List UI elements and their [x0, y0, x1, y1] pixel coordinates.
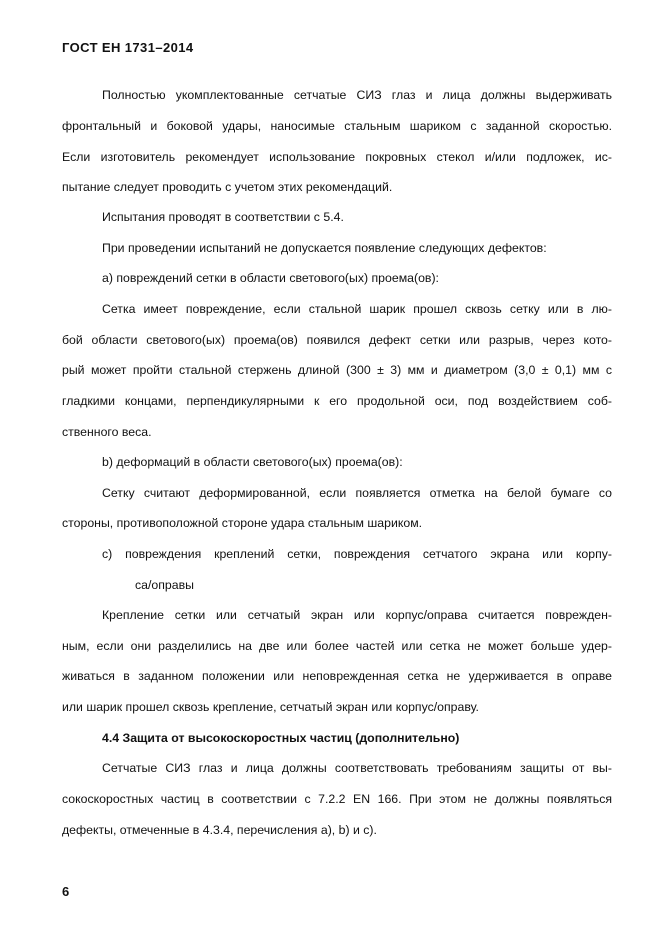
paragraph-line: Сетку считают деформированной, если появляется отметка на белой бумаге со — [102, 486, 612, 500]
list-item-c-continuation: са/оправы — [135, 578, 194, 592]
list-item-c: c) повреждения креплений сетки, повреждения сетчатого экрана или корпу- — [102, 547, 612, 561]
section-heading: 4.4 Защита от высокоскоростных частиц (дополнительно) — [102, 731, 460, 745]
document-header: ГОСТ EH 1731–2014 — [62, 40, 194, 55]
paragraph-line: Испытания проводят в соответствии с 5.4. — [102, 210, 344, 224]
paragraph-line: или шарик прошел сквозь крепление, сетчатый экран или корпус/оправу. — [62, 700, 479, 714]
list-item-a: a) повреждений сетки в области светового(ых) проема(ов): — [102, 271, 439, 285]
paragraph-line: бой области светового(ых) проема(ов) появился дефект сетки или разрыв, через кото- — [62, 333, 612, 347]
paragraph-line: Полностью укомплектованные сетчатые СИЗ глаз и лица должны выдерживать — [102, 88, 612, 102]
paragraph-line: пытание следует проводить с учетом этих рекомендаций. — [62, 180, 393, 194]
paragraph-line: ственного веса. — [62, 425, 152, 439]
paragraph-line: Сетка имеет повреждение, если стальной шарик прошел сквозь сетку или в лю- — [102, 302, 612, 316]
paragraph-line: рый может пройти стальной стержень длиной (300 ± 3) мм и диаметром (3,0 ± 0,1) мм с — [62, 363, 612, 377]
paragraph-line: стороны, противоположной стороне удара стальным шариком. — [62, 516, 423, 530]
list-item-b: b) деформаций в области светового(ых) проема(ов): — [102, 455, 403, 469]
paragraph-line: живаться в заданном положении или неповрежденная сетка не удерживается в оправе — [62, 669, 612, 683]
paragraph-line: Если изготовитель рекомендует использование покровных стекол и/или подложек, ис- — [62, 150, 612, 164]
paragraph-line: При проведении испытаний не допускается появление следующих дефектов: — [102, 241, 547, 255]
paragraph-line: ным, если они разделились на две или более частей или сетка не может больше удер- — [62, 639, 612, 653]
page-number: 6 — [62, 884, 70, 899]
paragraph-line: Сетчатые СИЗ глаз и лица должны соответствовать требованиям защиты от вы- — [102, 761, 612, 775]
paragraph-line: Крепление сетки или сетчатый экран или корпус/оправа считается поврежден- — [102, 608, 612, 622]
paragraph-line: дефекты, отмеченные в 4.3.4, перечисления а), b) и с). — [62, 823, 377, 837]
paragraph-line: сокоскоростных частиц в соответствии с 7.2.2 EN 166. При этом не должны появляться — [62, 792, 612, 806]
paragraph-line: фронтальный и боковой удары, наносимые стальным шариком с заданной скоростью. — [62, 119, 612, 133]
paragraph-line: гладкими концами, перпендикулярными к его продольной оси, под воздействием соб- — [62, 394, 612, 408]
